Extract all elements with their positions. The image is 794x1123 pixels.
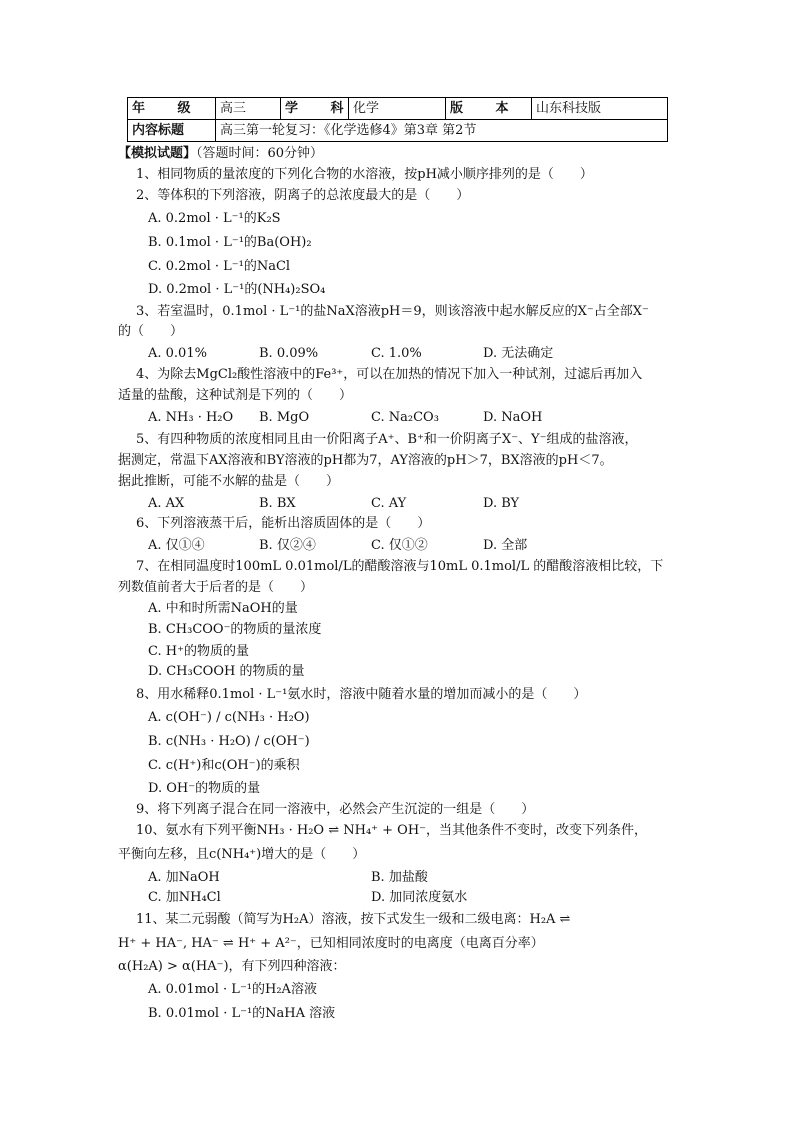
section-title: 【模拟试题】 [118,146,197,161]
question-4-line-1: 4、为除去MgCl₂酸性溶液中的Fe³⁺，可以在加热的情况下加入一种试剂，过滤后再加入 [136,367,643,382]
question-10-line-1: 10、氨水有下列平衡NH₃ · H₂O ⇌ NH₄⁺ + OH⁻，当其他条件不变时，改变下列条件， [136,823,648,838]
q7-option-d: D. CH₃COOH 的物质的量 [148,664,305,679]
q10-option-a: A. 加NaOH [148,870,220,885]
q7-option-a: A. 中和时所需NaOH的量 [148,601,298,616]
q3-option-b: B. 0.09% [259,346,319,361]
q11-option-b: B. 0.01mol · L⁻¹的NaHA 溶液 [148,1006,336,1021]
q4-option-d: D. NaOH [483,410,543,425]
q10-option-c: C. 加NH₄Cl [148,890,221,905]
edition-label: 版 本 [446,98,532,120]
q11-option-a: A. 0.01mol · L⁻¹的H₂A溶液 [148,982,317,997]
subject-value: 化学 [349,98,446,120]
q2-option-a: A. 0.2mol · L⁻¹的K₂S [148,211,281,226]
content-label: 内容标题 [128,120,216,142]
q8-option-b: B. c(NH₃ · H₂O) / c(OH⁻) [148,734,310,749]
grade-value: 高三 [216,98,281,120]
content-value: 高三第一轮复习：《化学选修4》第3章 第2节 [216,120,668,142]
question-1: 1、相同物质的量浓度的下列化合物的水溶液，按pH减小顺序排列的是（ ） [136,167,593,182]
q2-option-c: C. 0.2mol · L⁻¹的NaCl [148,259,291,274]
question-11-line-1: 11、某二元弱酸（简写为H₂A）溶液，按下式发生一级和二级电离：H₂A ⇌ [136,912,571,927]
q4-option-b: B. MgO [259,410,310,425]
question-6: 6、下列溶液蒸干后，能析出溶质固体的是（ ） [136,516,431,531]
question-2: 2、等体积的下列溶液，阴离子的总浓度最大的是（ ） [136,188,470,203]
q4-option-a: A. NH₃ · H₂O [148,410,234,425]
q3-option-a: A. 0.01% [148,346,207,361]
q5-option-c: C. AY [371,496,407,511]
question-4-line-2: 适量的盐酸，这种试剂是下列的（ ） [118,388,353,403]
q2-option-d: D. 0.2mol · L⁻¹的(NH₄)₂SO₄ [148,282,326,297]
section-heading [118,145,323,163]
edition-value: 山东科技版 [532,98,668,120]
subject-label: 学 科 [281,98,349,120]
q6-option-b: B. 仅②④ [259,538,316,553]
q8-option-c: C. c(H⁺)和c(OH⁻)的乘积 [148,758,300,773]
question-9: 9、将下列离子混合在同一溶液中，必然会产生沉淀的一组是（ ） [136,802,535,817]
q3-option-d: D. 无法确定 [483,346,554,361]
q8-option-d: D. OH⁻的物质的量 [148,781,261,796]
q3-option-c: C. 1.0% [371,346,422,361]
question-8: 8、用水稀释0.1mol · L⁻¹氨水时，溶液中随着水量的增加而减小的是（ ） [136,687,587,702]
question-5-line-2: 据测定，常温下AX溶液和BY溶液的pH都为7，AY溶液的pH＞7，BX溶液的pH＜7。 [118,453,613,468]
q7-option-c: C. H⁺的物质的量 [148,644,249,659]
question-3-line-1: 3、若室温时，0.1mol · L⁻¹的盐NaX溶液pH＝9，则该溶液中起水解反应的X⁻占全部X⁻ [136,304,649,319]
q6-option-c: C. 仅①② [371,538,428,553]
q5-option-d: D. BY [483,496,520,511]
q8-option-a: A. c(OH⁻) / c(NH₃ · H₂O) [148,710,310,725]
question-5-line-1: 5、有四种物质的浓度相同且由一价阳离子A⁺、B⁺和一价阴离子X⁻、Y⁻组成的盐溶液， [136,432,638,447]
q2-option-b: B. 0.1mol · L⁻¹的Ba(OH)₂ [148,235,312,250]
q6-option-a: A. 仅①④ [148,538,205,553]
question-7-line-1: 7、在相同温度时100mL 0.01mol/L的醋酸溶液与10mL 0.1mol/L 的醋酸溶液相比较，下 [136,559,664,574]
grade-label: 年 级 [128,98,216,120]
q4-option-c: C. Na₂CO₃ [371,410,439,425]
q10-option-d: D. 加同浓度氨水 [371,890,468,905]
q5-option-b: B. BX [259,496,296,511]
question-11-line-3: α(H₂A) > α(HA⁻)，有下列四种溶液： [118,959,346,974]
q10-option-b: B. 加盐酸 [371,870,428,885]
question-3-line-2: 的（ ） [118,324,184,339]
section-time: （答题时间：60分钟） [196,146,324,161]
question-5-line-3: 据此推断，可能不水解的盐是（ ） [118,474,340,489]
q5-option-a: A. AX [148,496,185,511]
info-table [127,97,668,142]
q6-option-d: D. 全部 [483,538,528,553]
question-11-line-2: H⁺ + HA⁻, HA⁻ ⇌ H⁺ + A²⁻，已知相同浓度时的电离度（电离百分率） [118,936,544,951]
question-7-line-2: 列数值前者大于后者的是（ ） [118,580,314,595]
question-10-line-2: 平衡向左移，且c(NH₄⁺)增大的是（ ） [118,847,366,862]
q7-option-b: B. CH₃COO⁻的物质的量浓度 [148,622,322,637]
